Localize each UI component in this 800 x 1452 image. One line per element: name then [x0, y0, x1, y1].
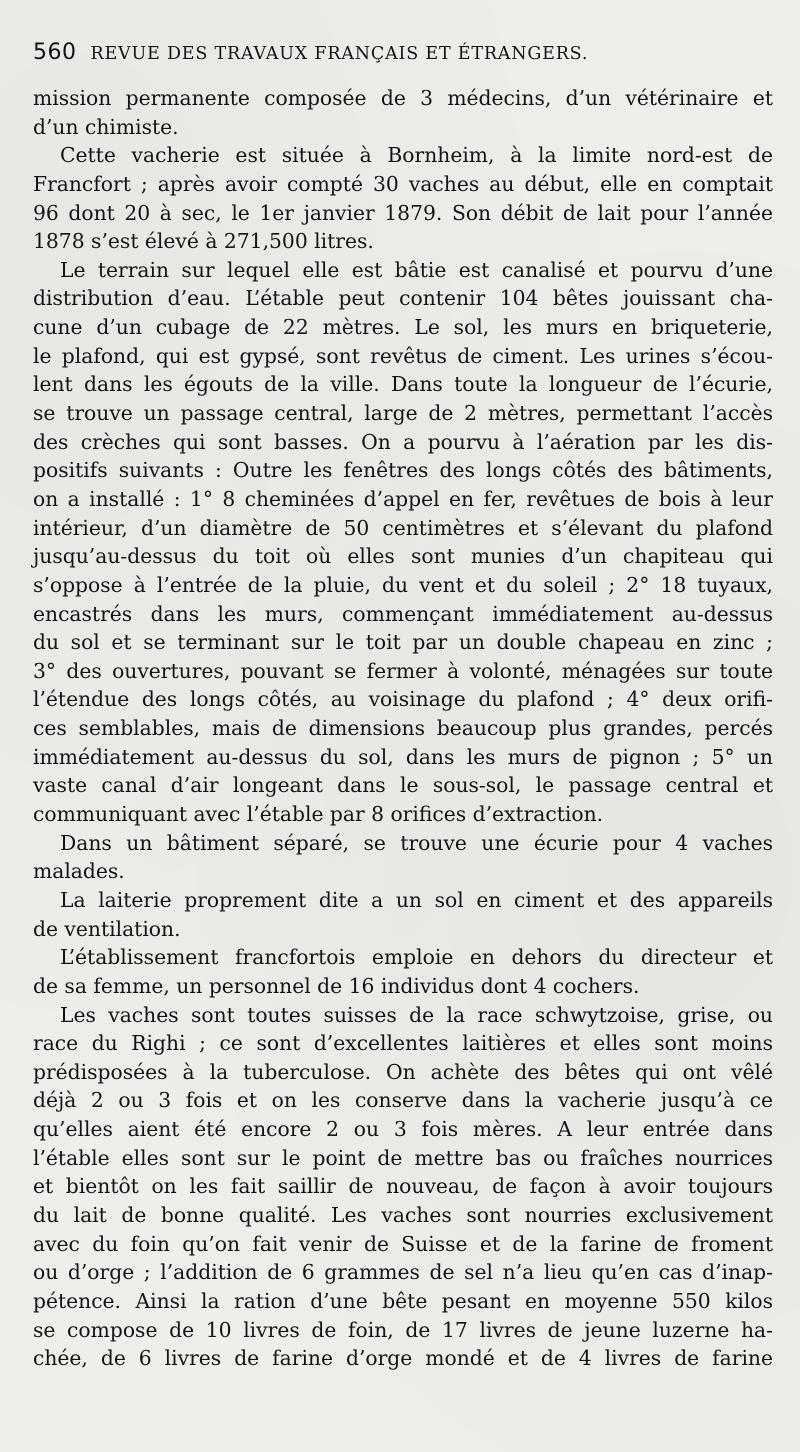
text-line: s’oppose à l’entrée de la pluie, du vent et du soleil ; 2° 18 tuyaux, [33, 572, 773, 597]
page-number: 560 [33, 40, 77, 65]
text-line: pétence. Ainsi la ration d’une bête pesant en moyenne 550 kilos [33, 1288, 773, 1313]
running-title: REVUE DES TRAVAUX FRANÇAIS ET ÉTRANGERS. [90, 44, 589, 64]
text-line: intérieur, d’un diamètre de 50 centimètres et s’élevant du plafond [33, 515, 773, 540]
text-line: se compose de 10 livres de foin, de 17 livres de jeune luzerne ha- [33, 1317, 773, 1342]
text-line: du lait de bonne qualité. Les vaches sont nourries exclusivement [33, 1202, 773, 1227]
text-line: Cette vacherie est située à Bornheim, à la limite nord-est de [60, 143, 773, 168]
text-line: chée, de 6 livres de farine d’orge mondé et de 4 livres de farine [33, 1346, 773, 1371]
text-line: déjà 2 ou 3 fois et on les conserve dans la vacherie jusqu’à ce [33, 1088, 773, 1113]
text-line: immédiatement au-dessus du sol, dans les murs de pignon ; 5° un [33, 744, 773, 769]
text-line: vaste canal d’air longeant dans le sous-sol, le passage central et [33, 773, 773, 798]
text-line: le plafond, qui est gypsé, sont revêtus de ciment. Les urines s’écou- [33, 343, 773, 368]
text-line: prédisposées à la tuberculose. On achète des bêtes qui ont vêlé [33, 1059, 773, 1084]
text-line: race du Righi ; ce sont d’excellentes laitières et elles sont moins [33, 1031, 773, 1056]
text-line: ou d’orge ; l’addition de 6 grammes de sel n’a lieu qu’en cas d’inap- [33, 1260, 773, 1285]
text-line: Francfort ; après avoir compté 30 vaches au début, elle en comptait [33, 171, 773, 196]
text-line: La laiterie proprement dite a un sol en ciment et des appareils [60, 887, 773, 912]
text-line: Les vaches sont toutes suisses de la race schwytzoise, grise, ou [60, 1002, 773, 1027]
text-line: L’établissement francfortois emploie en dehors du directeur et [60, 945, 773, 970]
text-line: encastrés dans les murs, commençant immédiatement au-dessus [33, 601, 773, 626]
text-line: l’étendue des longs côtés, au voisinage du plafond ; 4° deux orifi- [33, 687, 773, 712]
text-line: du sol et se terminant sur le toit par un double chapeau en zinc ; [33, 630, 773, 655]
text-line: positifs suivants : Outre les fenêtres des longs côtés des bâtiments, [33, 458, 773, 483]
text-line: 96 dont 20 à sec, le 1er janvier 1879. Son débit de lait pour l’année [33, 200, 773, 225]
text-line: Le terrain sur lequel elle est bâtie est canalisé et pourvu d’une [60, 257, 773, 282]
text-line: communiquant avec l’étable par 8 orifices d’extraction. [33, 802, 604, 827]
text-line: se trouve un passage central, large de 2 mètres, permettant l’accès [33, 401, 773, 426]
text-line: de ventilation. [33, 916, 181, 941]
text-line: ces semblables, mais de dimensions beaucoup plus grandes, percés [33, 716, 773, 741]
text-line: on a installé : 1° 8 cheminées d’appel en fer, revêtues de bois à leur [33, 486, 773, 511]
text-line: distribution d’eau. L’étable peut contenir 104 bêtes jouissant cha- [33, 286, 773, 311]
text-line: d’un chimiste. [33, 114, 179, 139]
text-line: lent dans les égouts de la ville. Dans toute la longueur de l’écurie, [33, 372, 773, 397]
text-line: 1878 s’est élevé à 271,500 litres. [33, 229, 374, 254]
text-line: cune d’un cubage de 22 mètres. Le sol, les murs en briqueterie, [33, 315, 773, 340]
text-line: l’étable elles sont sur le point de mettre bas ou fraîches nourrices [33, 1145, 773, 1170]
text-line: des crèches qui sont basses. On a pourvu à l’aération par les dis- [33, 429, 773, 454]
text-line: qu’elles aient été encore 2 ou 3 fois mères. A leur entrée dans [33, 1117, 773, 1142]
text-line: malades. [33, 859, 125, 884]
text-line: Dans un bâtiment séparé, se trouve une écurie pour 4 vaches [60, 830, 773, 855]
text-line: avec du foin qu’on fait venir de Suisse et de la farine de froment [33, 1231, 773, 1256]
text-line: mission permanente composée de 3 médecins, d’un vétérinaire et [33, 86, 773, 110]
text-line: et bientôt on les fait saillir de nouveau, de façon à avoir toujours [33, 1174, 773, 1199]
body-text [33, 84, 773, 1373]
text-line: 3° des ouvertures, pouvant se fermer à volonté, ménagées sur toute [33, 658, 773, 683]
text-line: de sa femme, un personnel de 16 individus dont 4 cochers. [33, 973, 640, 998]
page-header [33, 40, 773, 76]
text-line: jusqu’au-dessus du toit où elles sont munies d’un chapiteau qui [33, 544, 773, 569]
